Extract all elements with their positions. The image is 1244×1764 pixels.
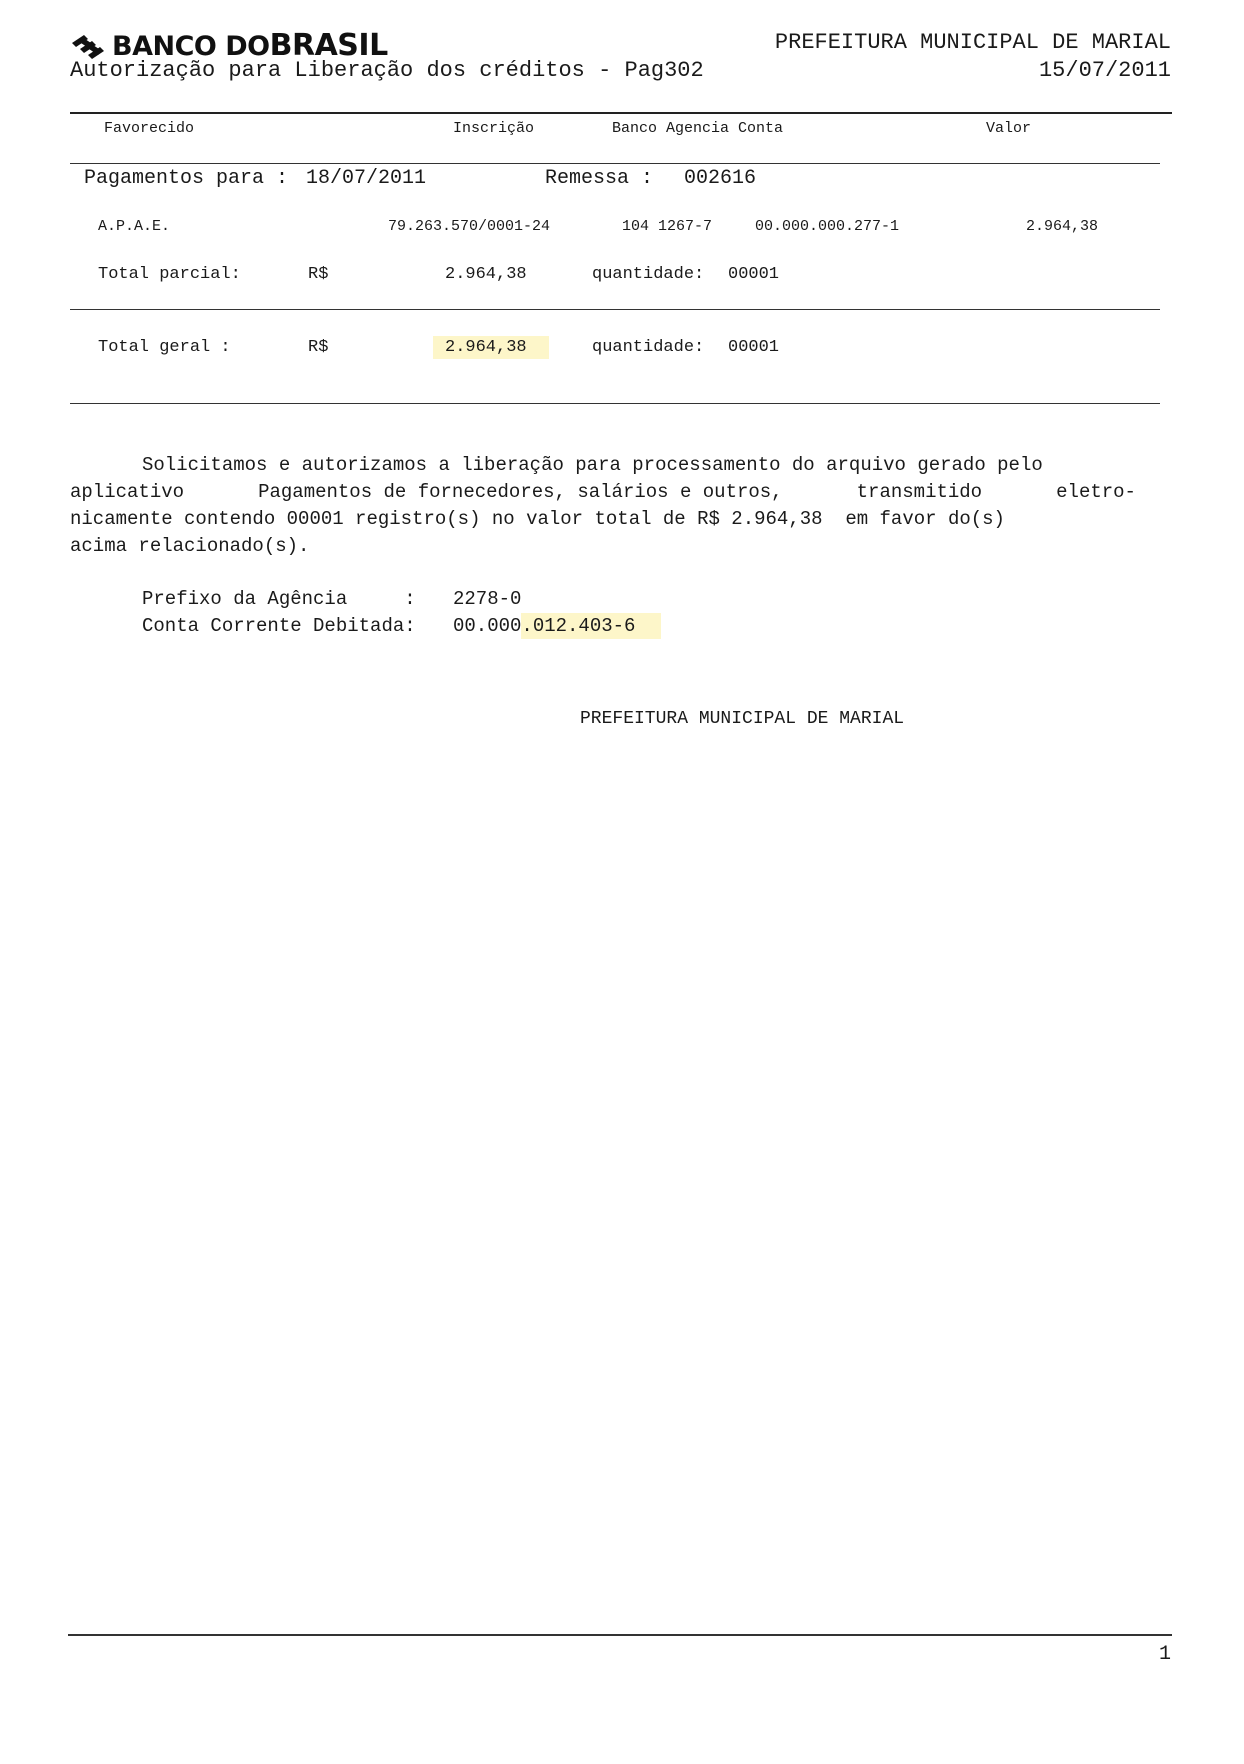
row-valor: 2.964,38 xyxy=(1026,218,1099,235)
banco-do-brasil-logo-icon xyxy=(70,33,106,59)
total-parcial-rule xyxy=(70,309,1160,310)
total-parcial-quantity-label: quantidade: xyxy=(592,265,705,284)
total-geral-value: 2.964,38 xyxy=(433,336,549,359)
signature-organization: PREFEITURA MUNICIPAL DE MARIAL xyxy=(580,709,905,729)
payment-date-label: Pagamentos para : xyxy=(84,167,289,190)
footer-rule xyxy=(68,1634,1172,1636)
page-number: 1 xyxy=(1158,1643,1171,1666)
account-suffix: .012.403-6 xyxy=(521,613,661,639)
col-valor: Valor xyxy=(986,120,1032,137)
col-inscricao: Inscrição xyxy=(453,120,535,137)
authorization-paragraph xyxy=(70,452,1136,560)
total-geral-rule xyxy=(70,403,1160,404)
row-banco-agencia: 104 1267-7 xyxy=(622,218,713,235)
row-inscricao: 79.263.570/0001-24 xyxy=(388,218,551,235)
column-header-rule xyxy=(70,163,1160,164)
total-geral-label: Total geral : xyxy=(98,338,231,357)
account-prefix: 00.000 xyxy=(453,615,522,637)
header-rule xyxy=(70,112,1172,114)
total-geral-quantity: 00001 xyxy=(728,338,780,357)
row-conta: 00.000.000.277-1 xyxy=(755,218,900,235)
total-parcial-label: Total parcial: xyxy=(98,265,241,284)
document-date: 15/07/2011 xyxy=(1038,58,1171,83)
remessa-label: Remessa : xyxy=(545,167,654,190)
document-title: Autorização para Liberação dos créditos - Pag302 xyxy=(70,58,704,83)
account-value xyxy=(453,613,661,639)
agency-value: 2278-0 xyxy=(453,588,522,610)
bank-name-part2: BRASIL xyxy=(269,28,388,63)
paragraph-line-4: acima relacionado(s). xyxy=(70,535,310,557)
paragraph-line-1: Solicitamos e autorizamos a liberação para processamento do arquivo gerado pelo xyxy=(142,454,1043,476)
total-parcial-quantity: 00001 xyxy=(728,265,780,284)
bank-name-part1: BANCO DO xyxy=(112,31,270,62)
agency-label: Prefixo da Agência : xyxy=(142,588,416,610)
paragraph-line-3: nicamente contendo 00001 registro(s) no valor total de R$ 2.964,38 em favor do(s) xyxy=(70,508,1005,530)
col-banco-agencia-conta: Banco Agencia Conta xyxy=(612,120,784,137)
row-favorecido: A.P.A.E. xyxy=(98,218,171,235)
remessa-number: 002616 xyxy=(684,167,757,190)
col-favorecido: Favorecido xyxy=(104,120,195,137)
total-geral-quantity-label: quantidade: xyxy=(592,338,705,357)
paragraph-line-2: aplicativo Pagamentos de fornecedores, salários e outros, transmitido eletro- xyxy=(70,481,1136,503)
total-geral-currency: R$ xyxy=(308,338,329,357)
organization-name: PREFEITURA MUNICIPAL DE MARIAL xyxy=(774,30,1171,55)
payment-date: 18/07/2011 xyxy=(306,167,427,190)
total-parcial-value: 2.964,38 xyxy=(445,265,527,284)
account-label: Conta Corrente Debitada: xyxy=(142,615,416,637)
total-parcial-currency: R$ xyxy=(308,265,329,284)
